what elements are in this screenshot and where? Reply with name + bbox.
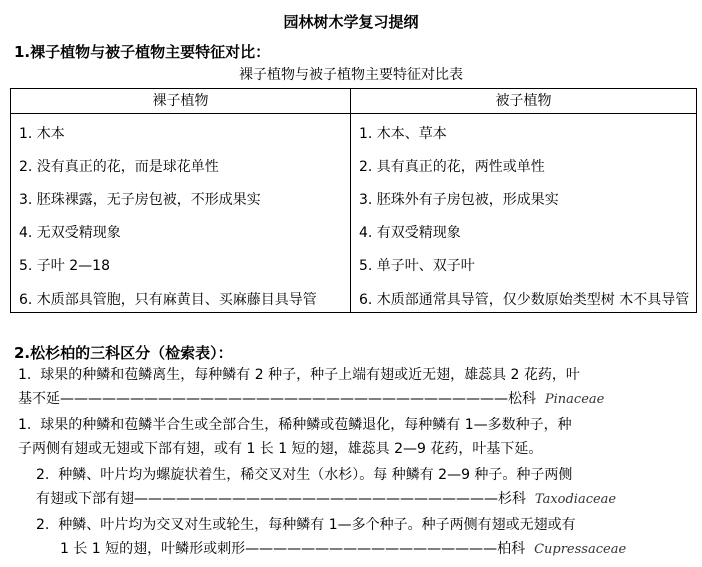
cell-text: 1. 木本、草本	[359, 126, 447, 142]
key-entry-line	[18, 436, 542, 462]
cell-text: 3. 胚珠裸露，无子房包被，不形成果实	[19, 192, 261, 208]
key-entry-number: 1.	[18, 417, 32, 433]
key-entry-line	[36, 462, 572, 488]
table-cell	[351, 184, 697, 217]
table-row	[11, 114, 697, 152]
cell-text: 6. 木质部具管胞，只有麻黄目、买麻藤目具导管	[19, 292, 317, 308]
section-heading-key: 2.松杉柏的三科区分（检索表）：	[14, 344, 233, 362]
key-entry-line	[18, 362, 580, 388]
table-cell	[351, 114, 697, 152]
key-entry-text: 子两侧有翅或无翅或下部有翅，或有 1 长 1 短的翅，雄蕊具 2—9 花药，叶基下延。	[18, 441, 543, 457]
table-cell	[11, 250, 351, 283]
cell-text: 2. 具有真正的花，两性或单性	[359, 159, 545, 175]
cell-text: 1. 木本	[19, 126, 65, 142]
key-entry-number: 1.	[18, 367, 32, 383]
key-entry-line	[60, 536, 626, 563]
family-latin-name: Cupressaceae	[534, 542, 627, 557]
column-header-angiosperms: 被子植物	[351, 89, 697, 114]
table-cell	[11, 283, 351, 313]
table-row	[11, 217, 697, 250]
key-entry-text: 1 长 1 短的翅，叶鳞形或刺形——————————————————柏科	[60, 541, 526, 557]
table-row	[11, 283, 697, 313]
cell-text: 2. 没有真正的花，而是球花单性	[19, 159, 219, 175]
key-entry-text: 种鳞、叶片均为螺旋状着生，稀交叉对生（水杉）。每 种鳞有 2—9 种子。种子两侧	[58, 467, 573, 483]
key-entry-line	[18, 386, 604, 413]
key-entry-text: 球果的种鳞和苞鳞半合生或全部合生，稀种鳞或苞鳞退化，每种鳞有 1—多数种子，种	[40, 417, 572, 433]
table-header-row	[11, 89, 697, 114]
table-cell	[11, 151, 351, 184]
table-cell	[351, 151, 697, 184]
key-entry-line	[36, 512, 576, 538]
family-latin-name: Taxodiaceae	[534, 492, 617, 507]
table-cell	[11, 217, 351, 250]
key-entry-text: 种鳞、叶片均为交叉对生或轮生，每种鳞有 1—多个种子。种子两侧有翅或无翅或有	[58, 517, 576, 533]
key-entry-text: 球果的种鳞和苞鳞离生，每种鳞有 2 种子，种子上端有翅或近无翅，雄蕊具 2 花药，叶	[40, 367, 580, 383]
cell-text: 6. 木质部通常具导管，仅少数原始类型树 木不具导管	[359, 292, 690, 308]
key-entry-number: 2.	[36, 467, 50, 483]
cell-text: 4. 无双受精现象	[19, 225, 121, 241]
comparison-table	[10, 88, 697, 313]
table-cell	[351, 283, 697, 313]
document-title: 园林树木学复习提纲	[283, 13, 419, 31]
table-cell	[351, 250, 697, 283]
table-caption: 裸子植物与被子植物主要特征对比表	[239, 67, 463, 83]
cell-text: 5. 单子叶、双子叶	[359, 258, 475, 274]
table-cell	[351, 217, 697, 250]
table-cell	[11, 114, 351, 152]
key-entry-number: 2.	[36, 517, 50, 533]
key-entry-line	[18, 412, 572, 438]
column-header-gymnosperms: 裸子植物	[11, 89, 351, 114]
table-row	[11, 151, 697, 184]
table-row	[11, 184, 697, 217]
section-heading-comparison: 1.裸子植物与被子植物主要特征对比：	[14, 43, 271, 61]
table-cell	[11, 184, 351, 217]
key-entry-text: 有翅或下部有翅——————————————————————————杉科	[36, 491, 526, 507]
cell-text: 4. 有双受精现象	[359, 225, 461, 241]
cell-text: 5. 子叶 2—18	[19, 258, 110, 274]
key-entry-line	[36, 486, 616, 513]
family-latin-name: Pinaceae	[544, 392, 605, 407]
table-row	[11, 250, 697, 283]
cell-text: 3. 胚珠外有子房包被，形成果实	[359, 192, 559, 208]
key-entry-text: 基不延————————————————————————————————松科	[18, 391, 536, 407]
